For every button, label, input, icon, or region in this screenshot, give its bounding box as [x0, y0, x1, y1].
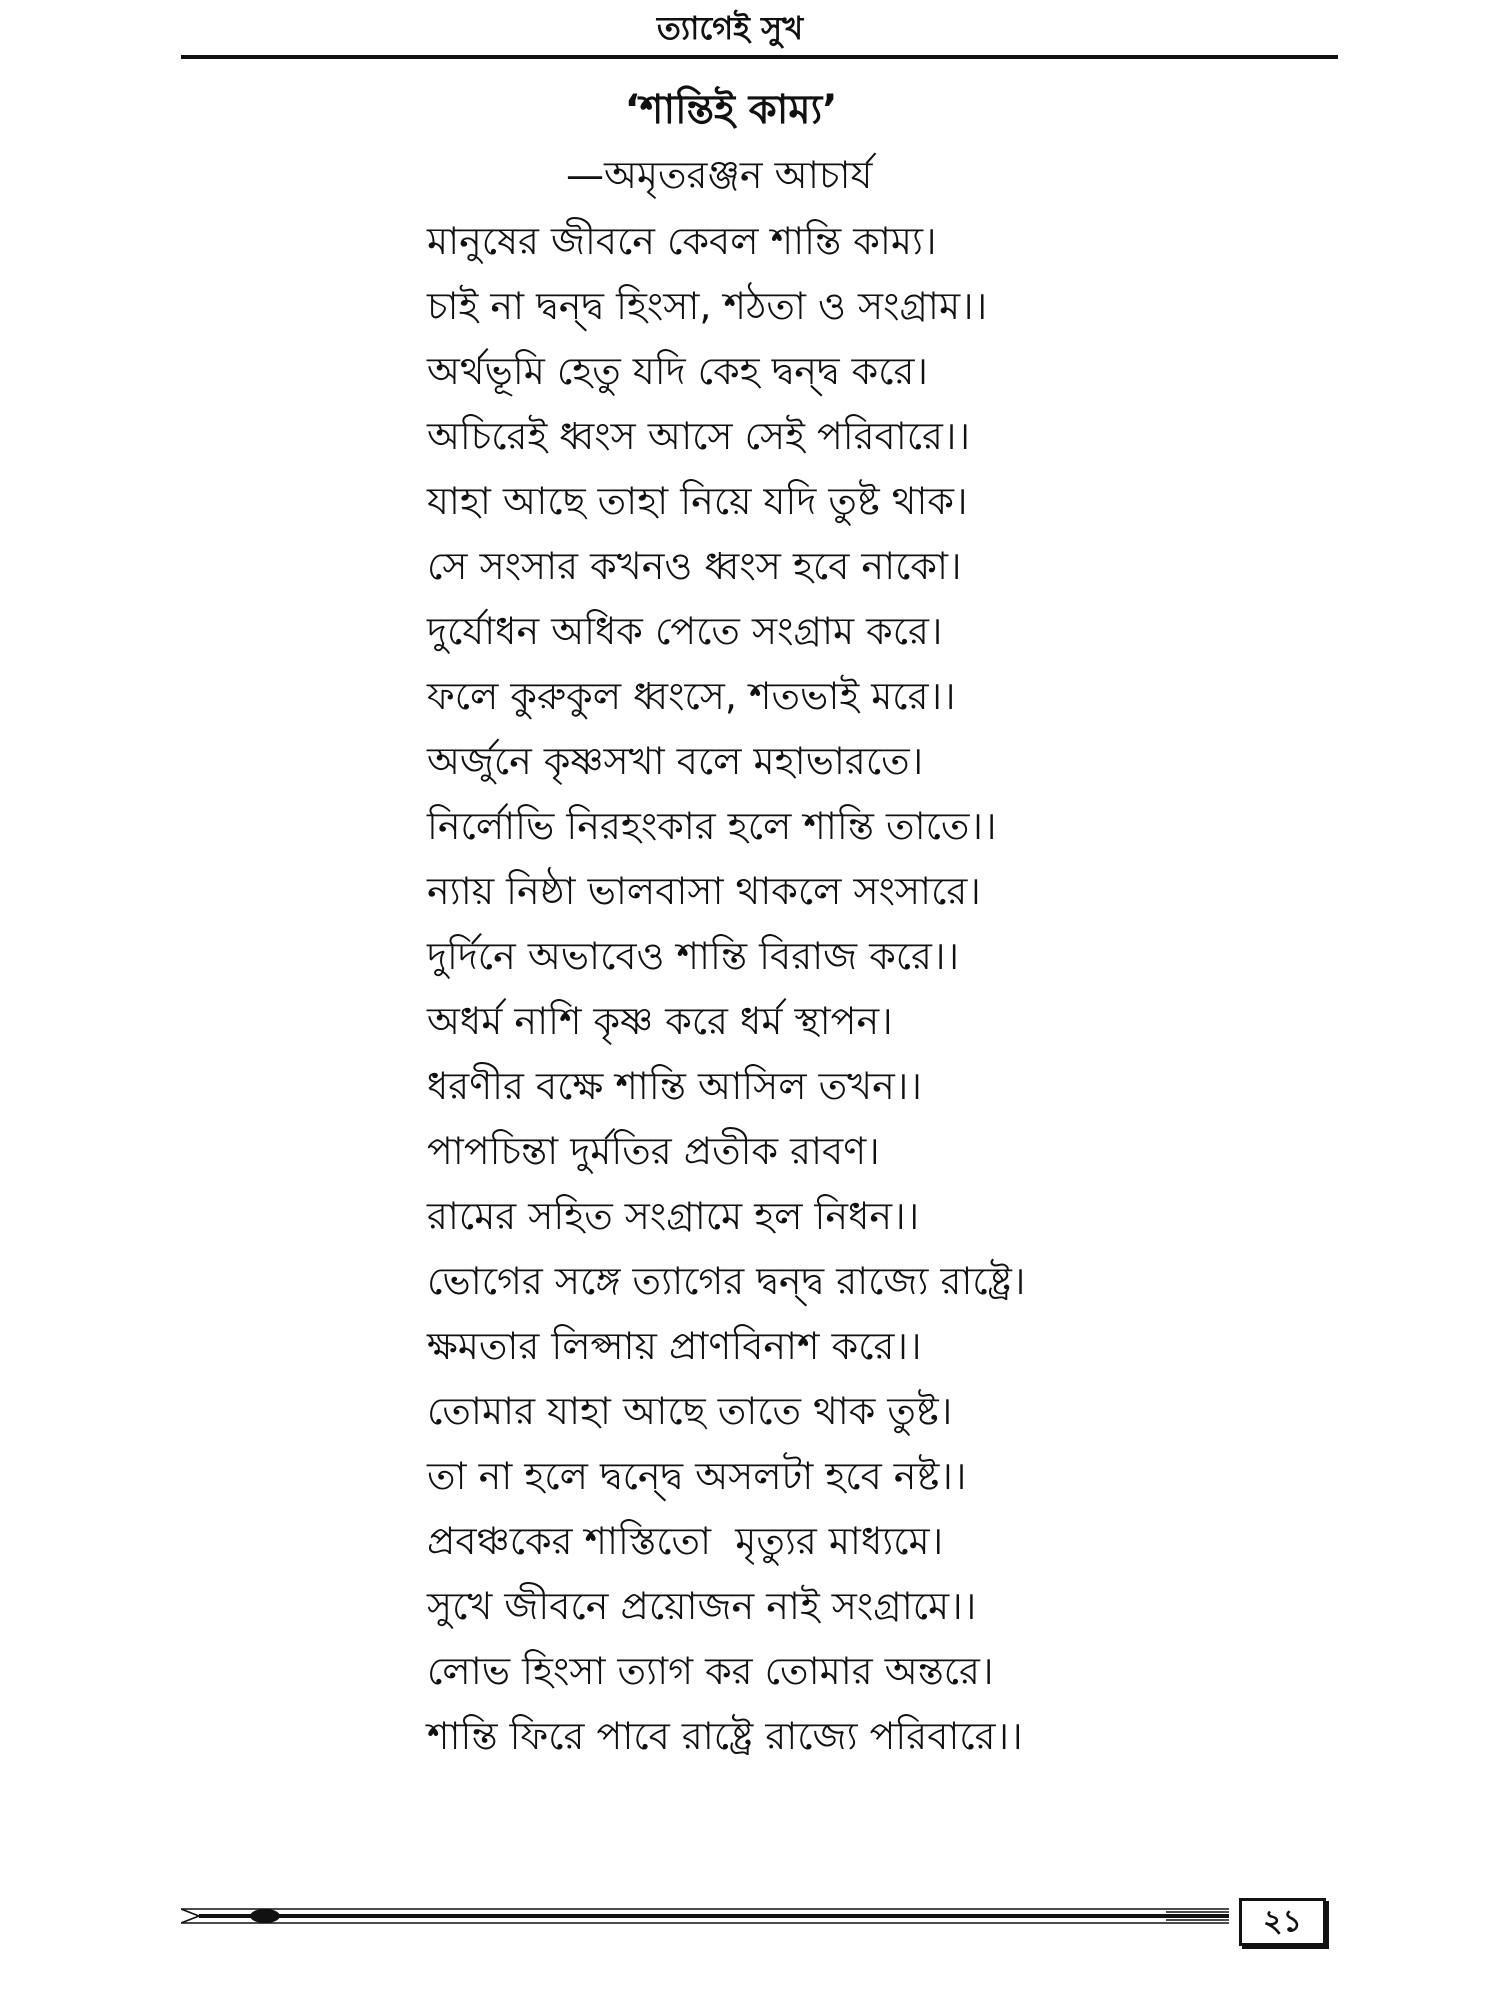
poem-line: মানুষের জীবনে কেবল শান্তি কাম্য।	[427, 219, 937, 263]
poem-line: অর্থভূমি হেতু যদি কেহ দ্বন্দ্ব করে।	[427, 349, 928, 393]
ornament-tail-lower	[181, 1916, 199, 1923]
poem-line: পাপচিন্তা দুর্মতির প্রতীক রাবণ।	[427, 1129, 880, 1173]
poem-line: চাই না দ্বন্দ্ব হিংসা, শঠতা ও সংগ্রাম।।	[427, 284, 988, 328]
running-title: ত্যাগেই সুখ	[656, 9, 804, 47]
page-number: ২১	[1263, 1904, 1302, 1939]
poem-line: ভোগের সঙ্গে ত্যাগের দ্বন্দ্ব রাজ্যে রাষ্ট্রে।	[427, 1259, 1026, 1303]
ornament-tail-upper	[181, 1909, 199, 1916]
poem-line: অধর্ম নাশি কৃষ্ণ করে ধর্ম স্থাপন।	[427, 999, 893, 1043]
poem-line: লোভ হিংসা ত্যাগ কর তোমার অন্তরে।	[427, 1649, 994, 1693]
poem-line: সে সংসার কখনও ধ্বংস হবে নাকো।	[427, 544, 962, 588]
poem-line: রামের সহিত সংগ্রামে হল নিধন।।	[427, 1194, 920, 1238]
poem-line: প্রবঞ্চকের শাস্তিতো মৃত্যুর মাধ্যমে।	[427, 1519, 944, 1563]
poem-author: —অমৃতরঞ্জন আচার্য	[566, 153, 873, 197]
poem-line: তা না হলে দ্বন্দ্বে অসলটা হবে নষ্ট।।	[427, 1454, 967, 1498]
poem-line: ন্যায় নিষ্ঠা ভালবাসা থাকলে সংসারে।	[427, 869, 981, 913]
poem-title: ‘শান্তিই কাম্য’	[624, 87, 838, 133]
poem-line: শান্তি ফিরে পাবে রাষ্ট্রে রাজ্যে পরিবারে।।	[427, 1714, 1023, 1758]
poem-line: দুর্দিনে অভাবেও শান্তি বিরাজ করে।।	[427, 934, 960, 978]
ornament-dot	[250, 1909, 280, 1923]
poem-body	[427, 209, 1327, 1769]
footer-ornament	[181, 1892, 1231, 1940]
poem-line: যাহা আছে তাহা নিয়ে যদি তুষ্ট থাক।	[427, 479, 968, 523]
poem-line: তোমার যাহা আছে তাতে থাক তুষ্ট।	[427, 1389, 953, 1433]
poem-line: ক্ষমতার লিপ্সায় প্রাণবিনাশ করে।।	[427, 1324, 922, 1368]
poem-line: দুর্যোধন অধিক পেতে সংগ্রাম করে।	[427, 609, 943, 653]
poem-line: সুখে জীবনে প্রয়োজন নাই সংগ্রামে।।	[427, 1584, 977, 1628]
header-rule	[181, 55, 1338, 59]
poem-line: অর্জুনে কৃষ্ণসখা বলে মহাভারতে।	[427, 739, 924, 783]
poem-line: নির্লোভি নিরহংকার হলে শান্তি তাতে।।	[427, 804, 997, 848]
poem-line: অচিরেই ধ্বংস আসে সেই পরিবারে।।	[427, 414, 971, 458]
poem-line: ফলে কুরুকুল ধ্বংসে, শতভাই মরে।।	[427, 674, 956, 718]
page-number-box	[1239, 1898, 1326, 1946]
poem-line: ধরণীর বক্ষে শান্তি আসিল তখন।।	[427, 1064, 922, 1108]
